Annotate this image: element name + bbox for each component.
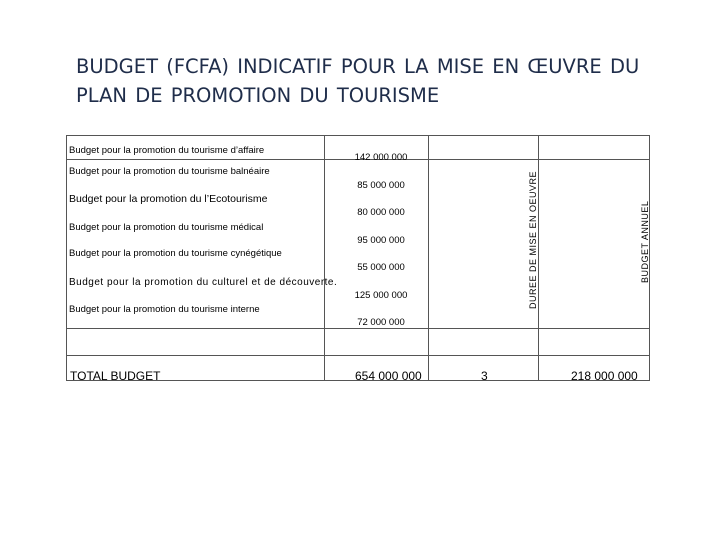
row-label-ecotourisme: Budget pour la promotion du l’Ecotourisme (69, 193, 268, 205)
row-amount-medical: 95 000 000 (357, 235, 405, 246)
total-amount: 654 000 000 (355, 369, 422, 383)
row-amount-cynegetique: 55 000 000 (357, 262, 405, 273)
total-duration: 3 (481, 369, 488, 383)
header-duration: DUREE DE MISE EN OEUVRE (528, 170, 538, 309)
page-title: BUDGET (FCFA) INDICATIF POUR LA MISE EN ŒUVRE DU PLAN DE PROMOTION DU TOURISME (76, 55, 640, 107)
total-annual: 218 000 000 (571, 369, 638, 383)
row-label-medical: Budget pour la promotion du tourisme médical (69, 222, 264, 233)
row-label-interne: Budget pour la promotion du tourisme interne (69, 304, 260, 315)
column-divider (428, 136, 429, 380)
row-label-affaire: Budget pour la promotion du tourisme d’affaire (69, 145, 265, 156)
row-amount-affaire: 142 000 000 (354, 152, 408, 163)
row-divider (67, 355, 649, 356)
column-divider (538, 136, 539, 380)
row-label-balneaire: Budget pour la promotion du tourisme balnéaire (69, 166, 270, 177)
row-label-cynegetique: Budget pour la promotion du tourisme cynégétique (69, 248, 282, 259)
row-amount-interne: 72 000 000 (357, 317, 405, 328)
header-annual: BUDGET ANNUEL (640, 200, 650, 283)
row-label-culturel: Budget pour la promotion du culturel et de découverte. (69, 277, 338, 288)
row-divider (67, 328, 649, 329)
row-amount-balneaire: 85 000 000 (357, 180, 405, 191)
column-divider (324, 136, 325, 380)
total-label: TOTAL BUDGET (70, 369, 161, 383)
row-amount-culturel: 125 000 000 (354, 290, 408, 301)
row-amount-ecotourisme: 80 000 000 (357, 207, 405, 218)
